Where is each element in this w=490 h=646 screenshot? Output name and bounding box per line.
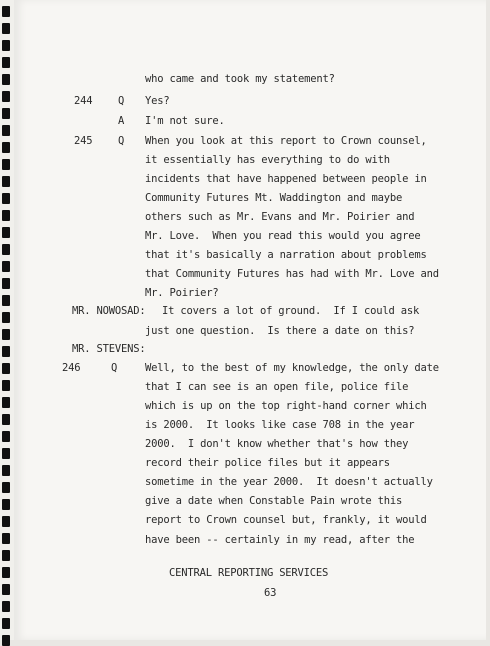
transcript-text: incidents that have happened between people in — [145, 173, 427, 185]
binding-hole — [2, 533, 10, 544]
binding-hole — [2, 448, 10, 459]
transcript-text: others such as Mr. Evans and Mr. Poirier and — [145, 211, 415, 223]
binding-hole — [2, 295, 10, 306]
binding-hole — [2, 482, 10, 493]
transcript-text: Well, to the best of my knowledge, the only date — [145, 362, 439, 374]
speaker-label: MR. NOWOSAD: — [72, 305, 146, 317]
speaker-label: MR. STEVENS: — [72, 343, 146, 355]
transcript-text: that I can see is an open file, police file — [145, 381, 409, 393]
transcript-text: who came and took my statement? — [145, 73, 335, 85]
transcript-text: I'm not sure. — [145, 115, 225, 127]
binding-hole — [2, 363, 10, 374]
binding-hole — [2, 244, 10, 255]
binding-hole — [2, 210, 10, 221]
qa-marker: Q — [111, 362, 118, 374]
binding-hole — [2, 618, 10, 629]
transcript-text: It covers a lot of ground. If I could ask — [162, 305, 420, 317]
binding-hole — [2, 227, 10, 238]
question-number: 245 — [74, 135, 93, 147]
binding-hole — [2, 414, 10, 425]
transcript-text: Community Futures Mt. Waddington and maybe — [145, 192, 403, 204]
question-number: 244 — [74, 95, 93, 107]
binding-hole — [2, 142, 10, 153]
transcript-text: Mr. Poirier? — [145, 287, 219, 299]
binding-hole — [2, 278, 10, 289]
transcript-text: that Community Futures has had with Mr. Love and — [145, 268, 439, 280]
binding-hole — [2, 159, 10, 170]
binding-hole — [2, 397, 10, 408]
transcript-text: that it's basically a narration about problems — [145, 249, 427, 261]
binding-hole — [2, 74, 10, 85]
binding-hole — [2, 516, 10, 527]
binding-hole — [2, 57, 10, 68]
transcript-text: 2000. I don't know whether that's how they — [145, 438, 409, 450]
binding-hole — [2, 91, 10, 102]
binding-hole — [2, 431, 10, 442]
binding-hole — [2, 23, 10, 34]
binding-hole — [2, 329, 10, 340]
binding-edge — [0, 0, 14, 640]
binding-hole — [2, 176, 10, 187]
binding-hole — [2, 584, 10, 595]
transcript-text: just one question. Is there a date on this? — [145, 325, 415, 337]
binding-hole — [2, 108, 10, 119]
binding-hole — [2, 465, 10, 476]
binding-hole — [2, 635, 10, 646]
binding-hole — [2, 346, 10, 357]
transcript-text: Mr. Love. When you read this would you agree — [145, 230, 421, 242]
qa-marker: Q — [118, 135, 125, 147]
binding-hole — [2, 499, 10, 510]
transcript-text: When you look at this report to Crown counsel, — [145, 135, 427, 147]
binding-hole — [2, 380, 10, 391]
qa-marker: A — [118, 115, 125, 127]
binding-hole — [2, 550, 10, 561]
binding-hole — [2, 40, 10, 51]
transcript-text: give a date when Constable Pain wrote this — [145, 495, 403, 507]
transcript-text: sometime in the year 2000. It doesn't actually — [145, 476, 433, 488]
binding-hole — [2, 312, 10, 323]
binding-hole — [2, 125, 10, 136]
transcript-text: it essentially has everything to do with — [145, 154, 390, 166]
binding-hole — [2, 567, 10, 578]
transcript-text: have been -- certainly in my read, after the — [145, 534, 415, 546]
page-number: 63 — [264, 587, 277, 599]
footer-company: CENTRAL REPORTING SERVICES — [169, 567, 329, 579]
transcript-text: report to Crown counsel but, frankly, it would — [145, 514, 427, 526]
transcript-text: is 2000. It looks like case 708 in the year — [145, 419, 415, 431]
transcript-text: which is up on the top right-hand corner which — [145, 400, 427, 412]
transcript-text: record their police files but it appears — [145, 457, 390, 469]
document-page — [14, 0, 486, 640]
qa-marker: Q — [118, 95, 125, 107]
binding-hole — [2, 261, 10, 272]
question-number: 246 — [62, 362, 81, 374]
binding-hole — [2, 193, 10, 204]
binding-hole — [2, 6, 10, 17]
transcript-text: Yes? — [145, 95, 170, 107]
binding-hole — [2, 601, 10, 612]
